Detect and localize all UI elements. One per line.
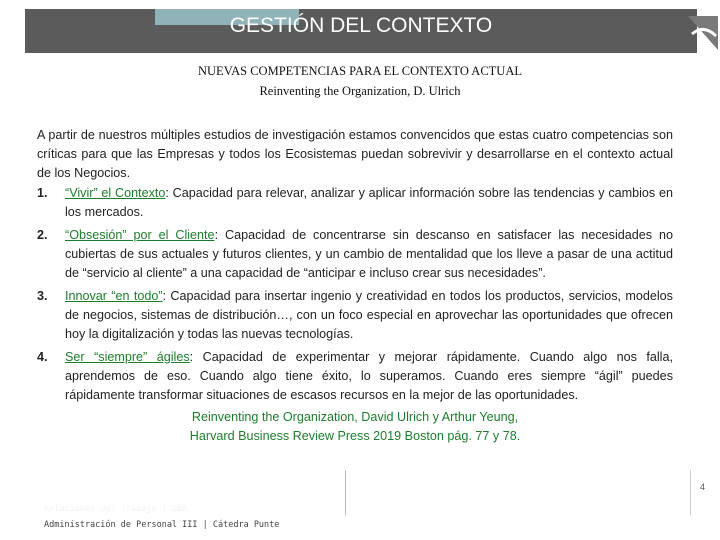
footer-divider [345,470,346,515]
page-number: 4 [700,482,706,492]
item-keyword: Innovar “en todo” [65,289,163,303]
footer-fade [0,500,345,520]
list-item [37,184,673,222]
list-item [37,348,673,405]
list-item [37,226,673,283]
content-body [37,126,673,446]
footer-line-2: Administración de Personal III | Cátedra Punte [44,520,280,530]
item-keyword: Ser “siempre” ágiles [65,350,190,364]
list-item [37,287,673,344]
citation-line-1: Reinventing the Organization, David Ulrich y Arthur Yeung, [191,410,519,424]
item-text: : Capacidad de experimentar y mejorar rápidamente. Cuando algo nos falla, aprendemos de eso. Cuando algo tiene éxito, lo superamos. Cuando eres siempre “ágil” puedes rápidamente transformar situaciones de escasos recursos en la mejor de las oportunidades. [65,350,673,402]
competency-list [37,184,673,405]
intro-paragraph: A partir de nuestros múltiples estudios de investigación estamos convencidos que estas cuatro competencias son críticas para que las Empresas y todos los Ecosistemas puedan sobrevivir y desarrollarse en el contexto actual de los Negocios. [37,128,673,180]
page-curl-icon [686,14,720,52]
item-text: : Capacidad para relevar, analizar y aplicar información sobre las tendencias y cambios en los mercados. [65,186,673,219]
slide-subtitle: NUEVAS COMPETENCIAS PARA EL CONTEXTO ACTUAL [198,64,522,78]
item-number: 1. [37,186,48,200]
item-text: : Capacidad para insertar ingenio y creatividad en todos los productos, servicios, modelos de negocios, sistemas de distribución…, con un foco especial en aprovechar las oportunidades que ofrecen hoy la digitalización y todas las nuevas tecnologías. [65,289,673,341]
item-keyword: “Vivir” el Contexto [65,186,166,200]
item-text: : Capacidad de concentrarse sin descanso en satisfacer las necesidades no cubiertas de sus actuales y futuros clientes, y un cambio de mentalidad que los lleve a pasar de una actitud de “servicio al cliente” a una capacidad de “anticipar e incluso crear sus necesidades”. [65,228,674,280]
citation-line-2: Harvard Business Review Press 2019 Boston pág. 77 y 78. [189,429,521,443]
item-number: 4. [37,350,48,364]
item-keyword: “Obsesión” por el Cliente [65,228,215,242]
citation [37,408,673,446]
page-title: GESTIÓN DEL CONTEXTO [229,14,493,37]
slide-source: Reinventing the Organization, D. Ulrich [259,84,461,98]
item-number: 3. [37,289,48,303]
footer-right-divider [690,470,691,515]
item-number: 2. [37,228,48,242]
